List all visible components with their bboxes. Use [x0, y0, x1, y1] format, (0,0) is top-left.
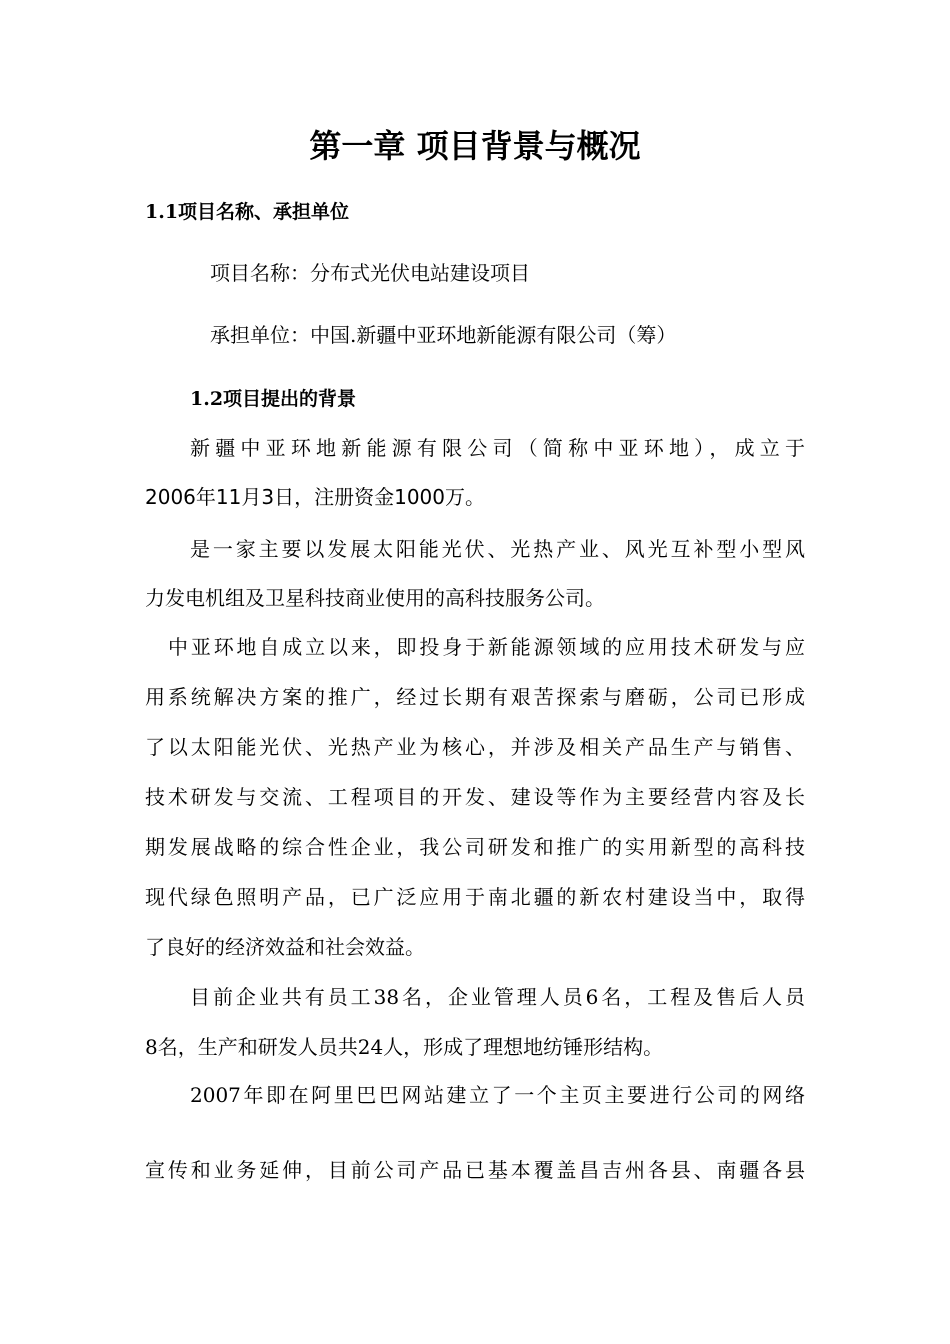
founding-day: 3	[261, 485, 275, 509]
paragraph-1-line-1: 新疆中亚环地新能源有限公司（简称中亚环地），成立于	[190, 436, 805, 460]
paragraph-3-line-3: 了以太阳能光伏、光热产业为核心，并涉及相关产品生产与销售、	[145, 735, 805, 759]
chapter-title: 第一章 项目背景与概况	[309, 127, 641, 165]
paragraph-1-line-2: 2006年11月3日，注册资金1000万。	[145, 485, 485, 509]
paragraph-3-line-1: 中亚环地自成立以来，即投身于新能源领域的应用技术研发与应	[168, 635, 805, 659]
section-heading-1-2: 1.2项目提出的背景	[190, 388, 357, 410]
paragraph-3-line-5: 期发展战略的综合性企业，我公司研发和推广的实用新型的高科技	[145, 835, 805, 859]
paragraph-4-line-1: 目前企业共有员工38名，企业管理人员6名，工程及售后人员	[190, 985, 805, 1009]
paragraph-5-line-1: 2007年即在阿里巴巴网站建立了一个主页主要进行公司的网络	[190, 1083, 805, 1107]
founding-month: 11	[215, 485, 242, 509]
section-heading-1-1: 1.1项目名称、承担单位	[145, 201, 350, 223]
paragraph-3-line-7: 了良好的经济效益和社会效益。	[145, 935, 425, 959]
paragraph-3-line-4: 技术研发与交流、工程项目的开发、建设等作为主要经营内容及长	[145, 785, 805, 809]
project-name-line: 项目名称：分布式光伏电站建设项目	[210, 261, 530, 285]
undertaking-unit-line: 承担单位：中国.新疆中亚环地新能源有限公司（筹）	[210, 323, 677, 347]
paragraph-2-line-1: 是一家主要以发展太阳能光伏、光热产业、风光互补型小型风	[190, 537, 805, 561]
paragraph-3-line-6: 现代绿色照明产品，已广泛应用于南北疆的新农村建设当中，取得	[145, 885, 805, 909]
paragraph-2-line-2: 力发电机组及卫星科技商业使用的高科技服务公司。	[145, 586, 605, 610]
paragraph-5-line-2: 宣传和业务延伸，目前公司产品已基本覆盖昌吉州各县、南疆各县	[145, 1158, 805, 1182]
paragraph-4-line-2: 8名，生产和研发人员共24人，形成了理想地纺锤形结构。	[145, 1035, 664, 1059]
paragraph-3-line-2: 用系统解决方案的推广，经过长期有艰苦探索与磨砺，公司已形成	[145, 685, 805, 709]
registered-capital: 1000	[394, 485, 445, 509]
founding-year: 2006	[145, 485, 196, 509]
